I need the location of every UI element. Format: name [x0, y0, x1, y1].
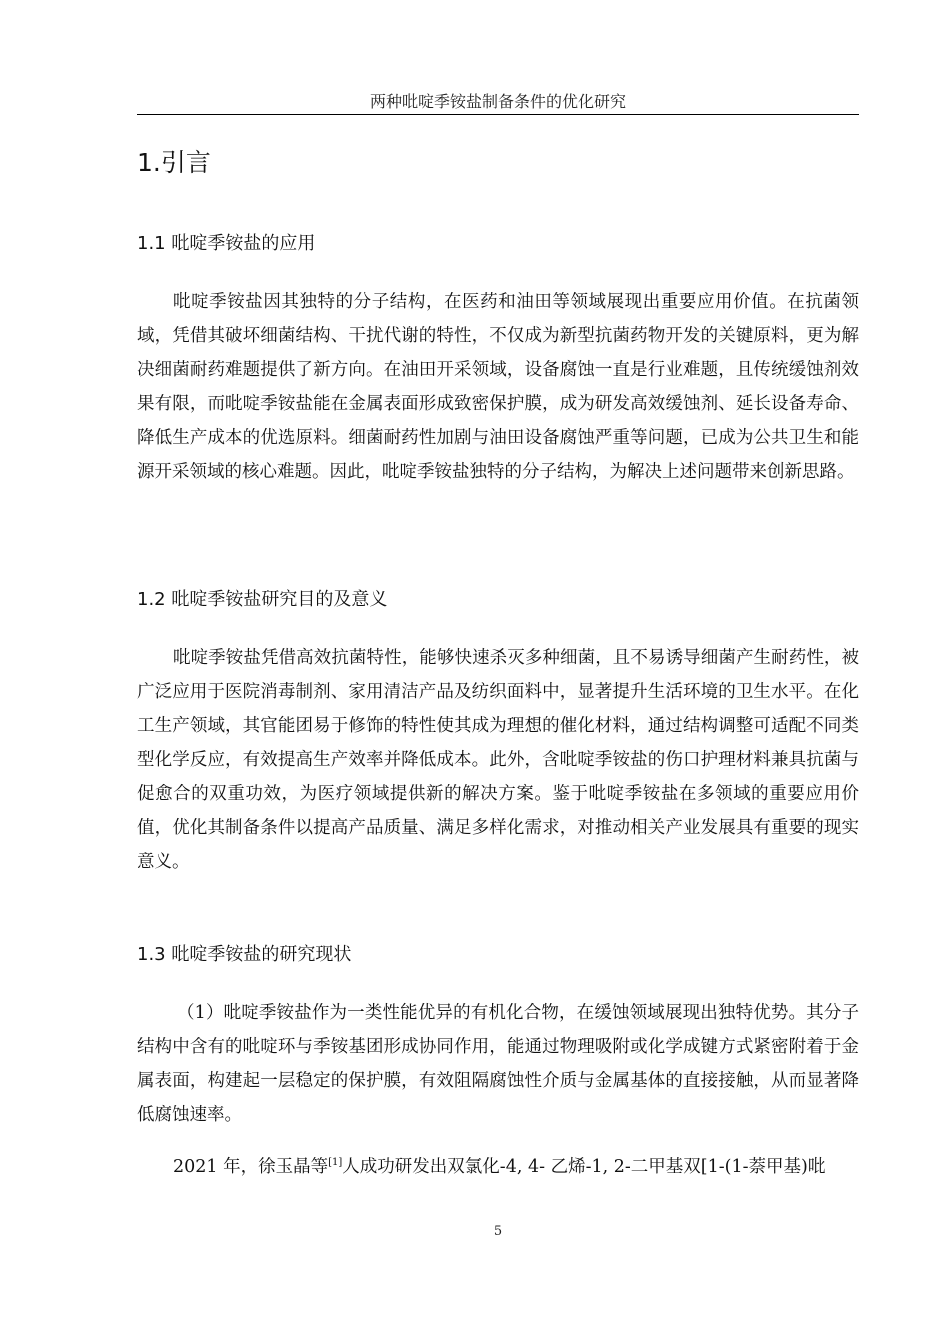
section-1-2-paragraph: 吡啶季铵盐凭借高效抗菌特性，能够快速杀灭多种细菌，且不易诱导细菌产生耐药性，被广泛应用于医院消毒制剂、家用清洁产品及纺织面料中，显著提升生活环境的卫生水平。在化工生产领域，其官能团易于修饰的特性使其成为理想的催化材料，通过结构调整可适配不同类型化学反应，有效提高生产效率并降低成本。此外，含吡啶季铵盐的伤口护理材料兼具抗菌与促愈合的双重功效，为医疗领域提供新的解决方案。鉴于吡啶季铵盐在多领域的重要应用价值，优化其制备条件以提高产品质量、满足多样化需求，对推动相关产业发展具有重要的现实意义。: [137, 648, 859, 872]
section-1-1-title: 1.1 吡啶季铵盐的应用: [137, 233, 316, 254]
page-number: 5: [493, 1224, 503, 1239]
header-rule: [137, 114, 859, 115]
section-1-3-continuation: [137, 1150, 859, 1184]
chapter-title: 1.引言: [137, 148, 211, 177]
section-1-3-paragraph: （1）吡啶季铵盐作为一类性能优异的有机化合物，在缓蚀领域展现出独特优势。其分子结构中含有的吡啶环与季铵基团形成协同作用，能通过物理吸附或化学成键方式紧密附着于金属表面，构建起一层稳定的保护膜，有效阻隔腐蚀性介质与金属基体的直接接触，从而显著降低腐蚀速率。: [137, 1003, 859, 1125]
section-1-2-title: 1.2 吡啶季铵盐研究目的及意义: [137, 589, 388, 610]
section-1-1-paragraph: 吡啶季铵盐因其独特的分子结构，在医药和油田等领域展现出重要应用价值。在抗菌领域，凭借其破坏细菌结构、干扰代谢的特性，不仅成为新型抗菌药物开发的关键原料，更为解决细菌耐药难题提供了新方向。在油田开采领域，设备腐蚀一直是行业难题，且传统缓蚀剂效果有限，而吡啶季铵盐能在金属表面形成致密保护膜，成为研发高效缓蚀剂、延长设备寿命、降低生产成本的优选原料。细菌耐药性加剧与油田设备腐蚀严重等问题，已成为公共卫生和能源开采领域的核心难题。因此，吡啶季铵盐独特的分子结构，为解决上述问题带来创新思路。: [137, 292, 859, 482]
citation-reference[interactable]: [1]: [328, 1157, 343, 1168]
running-header: 两种吡啶季铵盐制备条件的优化研究: [369, 92, 626, 111]
section-1-3-title: 1.3 吡啶季铵盐的研究现状: [137, 944, 352, 965]
continuation-text-end: 人成功研发出双氯化-4, 4- 乙烯-1, 2-二甲基双[1-(1-萘甲基)吡: [342, 1157, 826, 1177]
continuation-text-start: 2021 年，徐玉晶等: [173, 1157, 329, 1177]
